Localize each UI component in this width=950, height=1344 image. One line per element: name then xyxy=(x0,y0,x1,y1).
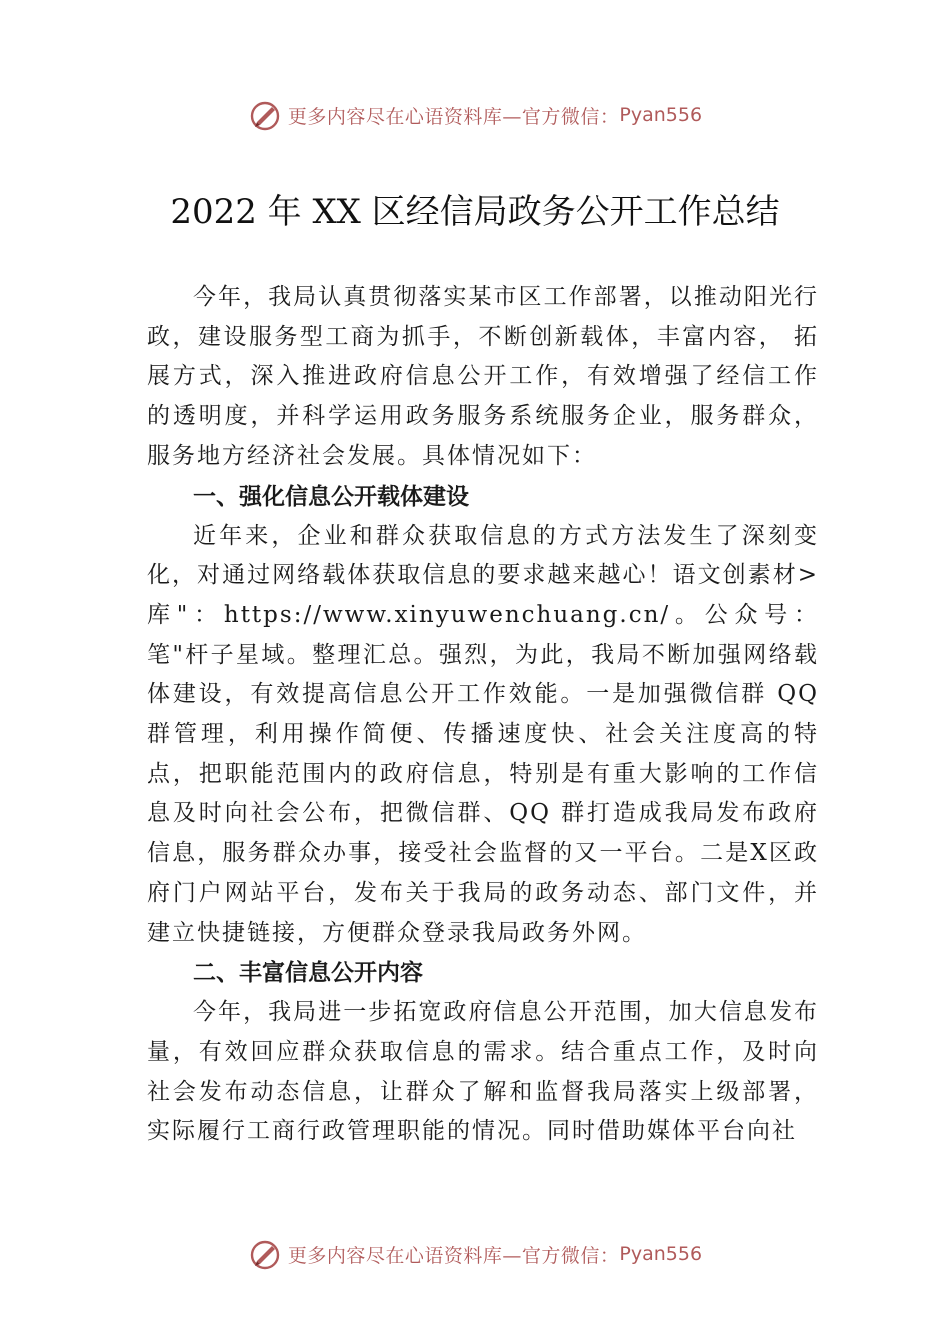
banner-contact: Pyan556 xyxy=(619,104,703,126)
section-body-2: 今年，我局进一步拓宽政府信息公开范围，加大信息发布量，有效回应群众获取信息的需求。结合重点工作，及时向社会发布动态信息，让群众了解和监督我局落实上级部署，实际履行工商行政管理职能的情况。同时借助媒体平台向社 xyxy=(147,999,819,1145)
pen-seal-icon xyxy=(248,1237,282,1271)
pen-seal-icon xyxy=(248,98,282,132)
footer-banner xyxy=(0,1234,950,1274)
document-title: 2022 年 XX 区经信局政务公开工作总结 xyxy=(170,192,780,232)
header-banner xyxy=(0,95,950,135)
banner-contact: Pyan556 xyxy=(619,1243,703,1265)
banner-text: 更多内容尽在心语资料库—官方微信： xyxy=(287,1244,620,1267)
banner-text: 更多内容尽在心语资料库—官方微信： xyxy=(287,105,620,128)
section-heading-2: 二、丰富信息公开内容 xyxy=(193,960,423,987)
section-body-1: 近年来，企业和群众获取信息的方式方法发生了深刻变化，对通过网络载体获取信息的要求越来越心！语文创素材>库"：https://www.xinyuwenchuang.cn/。公众号：笔"杆子星域。整理汇总。强烈，为此，我局不断加强网络载体建设，有效提高信息公开工作效能。一是加强微信群 QQ 群管理，利用操作简便、传播速度快、社会关注度高的特点，把职能范围内的政府信息，特别是有重大影响的工作信息及时向社会公布，把微信群、QQ 群打造成我局发布政府信息，服务群众办事，接受社会监督的又一平台。二是X区政府门户网站平台，发布关于我局的政务动态、部门文件，并建立快捷链接，方便群众登录我局政务外网。 xyxy=(147,522,819,946)
document-body xyxy=(147,278,819,1152)
intro-paragraph: 今年，我局认真贯彻落实某市区工作部署，以推动阳光行政，建设服务型工商为抓手，不断创新载体，丰富内容， 拓展方式，深入推进政府信息公开工作，有效增强了经信工作的透明度，并科学运用政务服务系统服务企业，服务群众， 服务地方经济社会发展。具体情况如下： xyxy=(147,284,819,469)
section-heading-1: 一、强化信息公开载体建设 xyxy=(193,483,469,510)
